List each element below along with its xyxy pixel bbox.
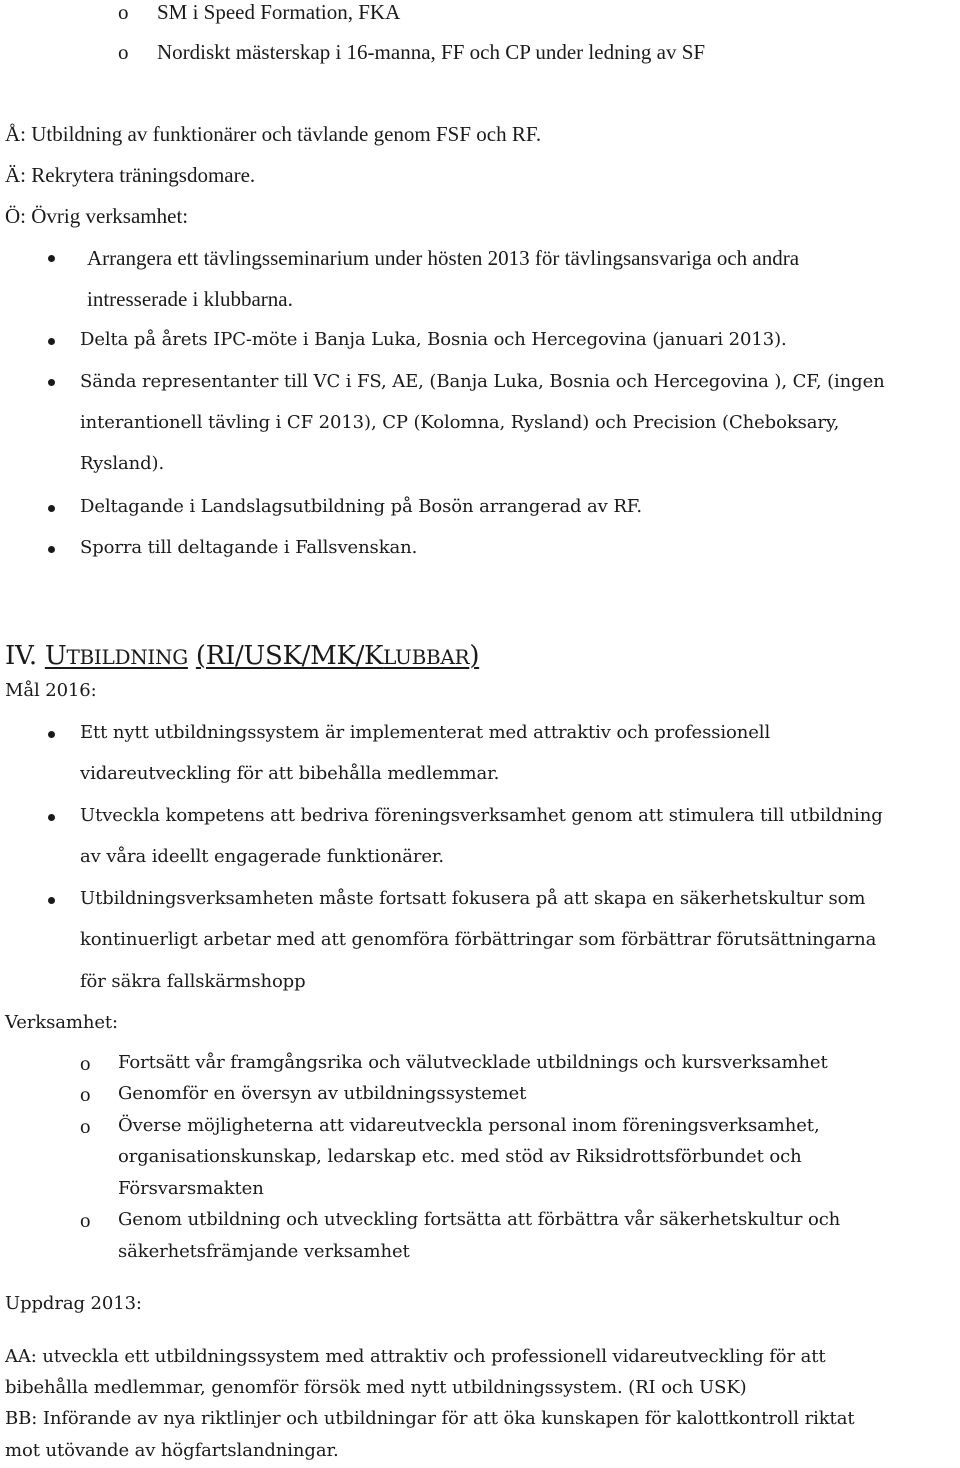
list-item: Fortsätt vår framgångsrika och välutvecklade utbildnings och kursverksamhet bbox=[118, 1052, 828, 1073]
bullet-icon bbox=[48, 731, 55, 738]
assignment-label: Uppdrag 2013: bbox=[5, 1293, 142, 1314]
heading-scope: (RI/USK/MK/K bbox=[195, 641, 384, 671]
bullet-icon bbox=[48, 546, 55, 553]
bullet-icon bbox=[48, 814, 55, 821]
list-marker: o bbox=[80, 1051, 91, 1075]
list-item: SM i Speed Formation, FKA bbox=[157, 0, 401, 24]
list-item-cont: vidareutveckling för att bibehålla medlemmar. bbox=[80, 763, 500, 784]
list-item: Genom utbildning och utveckling fortsätta att förbättra vår säkerhetskultur och bbox=[118, 1209, 841, 1230]
assignment-aa: AA: utveckla ett utbildningssystem med attraktiv och professionell vidareutveckling för att bbox=[5, 1346, 826, 1367]
list-item: Utbildningsverksamheten måste fortsatt fokusera på att skapa en säkerhetskultur som bbox=[80, 888, 866, 909]
list-item: Deltagande i Landslagsutbildning på Bosön arrangerad av RF. bbox=[80, 496, 643, 517]
goal-oe-line: Ö: Övrig verksamhet: bbox=[5, 204, 189, 228]
section-heading bbox=[5, 643, 479, 669]
heading-title-initial: U bbox=[44, 641, 67, 671]
heading-title-rest: TBILDNING bbox=[66, 645, 188, 669]
list-item-cont: säkerhetsfrämjande verksamhet bbox=[118, 1241, 410, 1262]
list-marker: o bbox=[80, 1114, 91, 1138]
list-item-cont: Försvarsmakten bbox=[118, 1178, 264, 1199]
assignment-aa-cont: bibehålla medlemmar, genomför försök med nytt utbildningssystem. (RI och USK) bbox=[5, 1377, 747, 1398]
assignment-bb-cont: mot utövande av högfartslandningar. bbox=[5, 1440, 339, 1461]
list-marker: o bbox=[80, 1208, 91, 1232]
heading-number: IV. bbox=[5, 641, 37, 671]
activities-label: Verksamhet: bbox=[5, 1012, 118, 1033]
list-marker: o bbox=[118, 0, 129, 24]
list-item: Arrangera ett tävlingsseminarium under hösten 2013 för tävlingsansvariga och andra bbox=[87, 246, 800, 270]
bullet-icon bbox=[48, 505, 55, 512]
list-marker: o bbox=[80, 1082, 91, 1106]
bullet-icon bbox=[48, 255, 55, 262]
heading-scope-end: ) bbox=[469, 641, 480, 671]
goal-ae-line: Ä: Rekrytera träningsdomare. bbox=[5, 163, 256, 187]
list-item: Delta på årets IPC-möte i Banja Luka, Bosnia och Hercegovina (januari 2013). bbox=[80, 329, 787, 350]
list-item-cont: för säkra fallskärmshopp bbox=[80, 971, 306, 992]
list-item: Överse möjligheterna att vidareutveckla personal inom föreningsverksamhet, bbox=[118, 1115, 820, 1136]
list-item: Nordiskt mästerskap i 16-manna, FF och CP under ledning av SF bbox=[157, 40, 706, 64]
list-item: Ett nytt utbildningssystem är implementerat med attraktiv och professionell bbox=[80, 722, 771, 743]
list-item: Sporra till deltagande i Fallsvenskan. bbox=[80, 537, 418, 558]
list-item-cont: interantionell tävling i CF 2013), CP (Kolomna, Rysland) och Precision (Cheboksary, bbox=[80, 412, 840, 433]
bullet-icon bbox=[48, 379, 55, 386]
list-item-cont: Rysland). bbox=[80, 453, 165, 474]
bullet-icon bbox=[48, 897, 55, 904]
list-item-cont: organisationskunskap, ledarskap etc. med stöd av Riksidrottsförbundet och bbox=[118, 1146, 802, 1167]
list-item-cont: kontinuerligt arbetar med att genomföra förbättringar som förbättrar förutsättningarna bbox=[80, 929, 877, 950]
list-item-cont: intresserade i klubbarna. bbox=[87, 287, 293, 311]
bullet-icon bbox=[48, 338, 55, 345]
list-item-cont: av våra ideellt engagerade funktionärer. bbox=[80, 846, 445, 867]
assignment-bb: BB: Införande av nya riktlinjer och utbildningar för att öka kunskapen för kalottkontroll riktat bbox=[5, 1408, 855, 1429]
goals-label: Mål 2016: bbox=[5, 680, 97, 701]
goal-a-line: Å: Utbildning av funktionärer och tävlande genom FSF och RF. bbox=[5, 122, 542, 146]
heading-scope-rest: LUBBAR bbox=[383, 645, 470, 669]
list-item: Genomför en översyn av utbildningssystemet bbox=[118, 1083, 527, 1104]
list-item: Sända representanter till VC i FS, AE, (Banja Luka, Bosnia och Hercegovina ), CF, (ingen bbox=[80, 371, 885, 392]
list-item: Utveckla kompetens att bedriva föreningsverksamhet genom att stimulera till utbildning bbox=[80, 805, 883, 826]
list-marker: o bbox=[118, 40, 129, 64]
